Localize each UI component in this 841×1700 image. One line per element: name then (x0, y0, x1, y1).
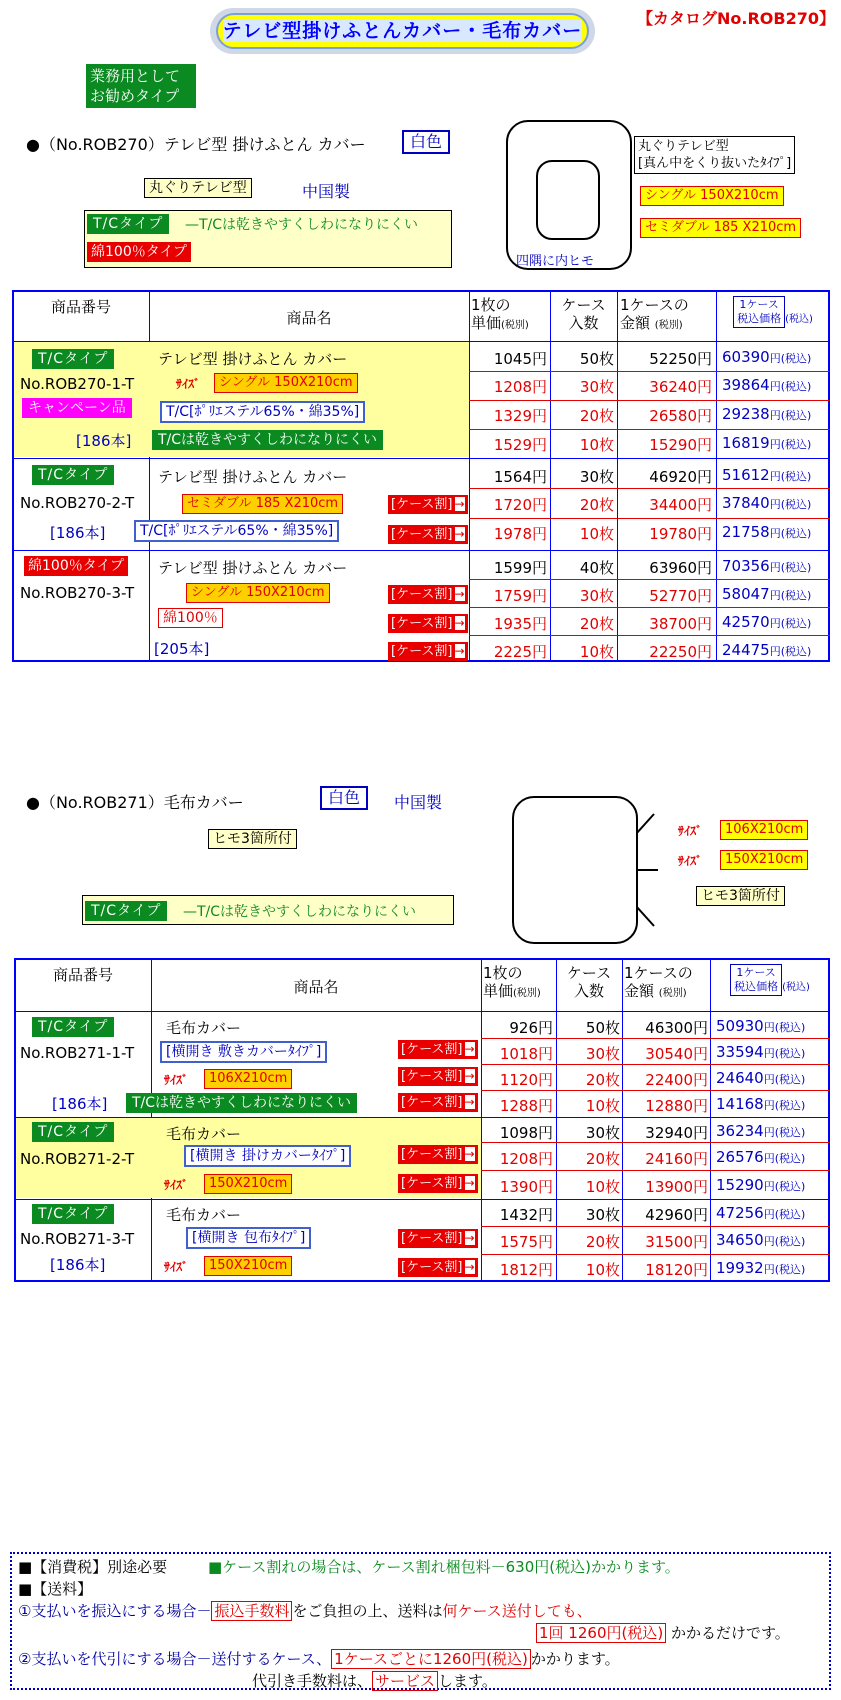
header-name: 商品名 (286, 309, 332, 327)
recommend-line1: 業務用として (90, 67, 181, 85)
t2g2-case-split-1: [ケース割] → (398, 1145, 478, 1164)
t2-header-incl-l2: 税込価格 (734, 980, 779, 993)
table2-g2-row1-unit: 1208円 (499, 1150, 553, 1168)
table1-g3-row0-incl (722, 557, 811, 575)
t2-header-name: 商品名 (293, 978, 339, 996)
s2-size-label-a: ｻｲｽﾞ (678, 824, 703, 838)
table2-g2-row1-total: 24160円 (645, 1150, 708, 1168)
table1-g1-row0-qty: 50枚 (579, 350, 614, 368)
footer-line3 (18, 1648, 620, 1670)
table2-g1-row0-incl (716, 1017, 805, 1035)
table1-g1-row1-unit: 1208円 (493, 378, 547, 396)
footer-line1 (18, 1600, 592, 1622)
t2g1-size-label: ｻｲｽﾞ (164, 1073, 189, 1087)
section2-heading: ●（No.ROB271）毛布カバー (26, 793, 244, 812)
tc-type-tag: T/Cタイプ (87, 214, 169, 234)
table1-g1-row1-qty: 30枚 (579, 378, 614, 396)
table2-g1-row1-incl-unit: 円(税込) (763, 1047, 806, 1060)
section1-round-label: 丸ぐりテレビ型 (144, 178, 252, 198)
table1-g1-row0-incl (722, 348, 811, 366)
table2-g3-row0-incl (716, 1204, 805, 1222)
table1-g1-row1-total: 36240円 (649, 378, 712, 396)
footer-tax-required: ■【消費税】別途必要 (18, 1558, 168, 1576)
blanket-ties-lines (636, 808, 666, 932)
table1-g1-row2-total: 26580円 (649, 407, 712, 425)
t1g3-case-split-1: [ケース割] → (388, 585, 468, 604)
t2-header-case-total-l2: 金額 (624, 982, 655, 1000)
page-title (216, 13, 589, 49)
table1-g3-row3-total: 22250円 (649, 643, 712, 661)
size-single-tag: シングル 150X210cm (640, 186, 784, 206)
header-case-total-l1: 1ケースの (620, 296, 689, 314)
table2-g1-row3-unit: 1288円 (499, 1097, 553, 1115)
header-incl-l1: 1ケース (739, 298, 779, 311)
footer-l1-c: 何ケース送付しても、 (442, 1602, 592, 1620)
t2-header-case-qty-l2: 入数 (573, 982, 604, 1000)
table1-g1-row2-incl (722, 405, 811, 423)
table2-g3-row0-incl-value: 47256 (716, 1204, 764, 1222)
table1-g3-row2-incl (722, 613, 811, 631)
table2-g1-row2-incl-unit: 円(税込) (763, 1073, 806, 1086)
catalog-number: 【カタログNo.ROB270】 (637, 9, 835, 28)
section1-type-notes (84, 210, 452, 268)
section2-origin: 中国製 (394, 793, 443, 812)
title-part-covers: 掛けふとんカバー・毛布カバー (302, 20, 583, 42)
table2-g1-row2-incl (716, 1069, 805, 1087)
header-case-total-l2: 金額 (620, 314, 651, 332)
table1-g2-row2-total: 19780円 (649, 525, 712, 543)
table2-g1-row3-incl (716, 1095, 805, 1113)
section2-color-badge: 白色 (320, 786, 368, 810)
table1-g2-row0-incl-value: 51612 (722, 466, 770, 484)
section2-ties-label: ヒモ3箇所付 (208, 829, 297, 849)
s2-tc-note: —T/Cは乾きやすくしわになりにくい (183, 904, 417, 920)
t1g2-size-tag: セミダブル 185 X210cm (182, 494, 343, 514)
t2g2-type-tag: T/Cタイプ (32, 1122, 114, 1142)
t1g1-note: T/Cは乾きやすくしわになりにくい (152, 430, 383, 450)
table1-g3-row0-qty: 40枚 (579, 559, 614, 577)
t1g2-case-split-2: [ケース割] → (388, 525, 468, 544)
s2-size-a-tag: 106X210cm (720, 820, 808, 840)
table2-g2-row2-incl-unit: 円(税込) (763, 1180, 806, 1193)
table2-g2-row0-incl (716, 1122, 805, 1140)
table2-g1-row3-incl-value: 14168 (716, 1095, 764, 1113)
footer-l4-a: 代引き手数料は、 (252, 1672, 373, 1690)
table1-g1-row0-total: 52250円 (649, 350, 712, 368)
table2-g3-row2-total: 18120円 (645, 1261, 708, 1279)
table2-g2-row2-qty: 10枚 (585, 1178, 620, 1196)
t2g1-name: 毛布カバー (166, 1019, 242, 1037)
t2g3-size-label: ｻｲｽﾞ (164, 1260, 189, 1274)
table1-g3-row3-incl-value: 24475 (722, 641, 770, 659)
table2-g2-row2-incl-value: 15290 (716, 1176, 764, 1194)
table1-g1-row3-incl (722, 434, 811, 452)
t1g3-size-tag: シングル 150X210cm (186, 583, 330, 603)
tc-note: —T/Cは乾きやすくしわになりにくい (185, 217, 419, 233)
table1-g1-row1-incl-value: 39864 (722, 376, 770, 394)
table1-g1-row0-incl-value: 60390 (722, 348, 770, 366)
table1-g3-row3-qty: 10枚 (579, 643, 614, 661)
table1-g2-row1-incl-value: 37840 (722, 494, 770, 512)
t2-header-incl-tax: (税込) (782, 982, 810, 993)
t2-header-incl-box (730, 964, 782, 996)
footer-line4 (252, 1670, 497, 1692)
t2g3-case-split-2: [ケース割] → (398, 1258, 478, 1277)
t1g1-material-tag: T/C[ﾎﾟﾘｴステル65%・綿35%] (160, 401, 365, 423)
footer-l2-box: 1回 1260円(税込) (536, 1623, 666, 1643)
table1-g3-row3-incl (722, 641, 811, 659)
table2-g2-row0-unit: 1098円 (499, 1124, 553, 1142)
t2g3-style-tag: [横開き 包布ﾀｲﾌﾟ] (186, 1227, 311, 1249)
s2-size-label-b: ｻｲｽﾞ (678, 854, 703, 868)
s2-ties-diagram-label: ヒモ3箇所付 (696, 886, 785, 906)
table2-g2-row0-total: 32940円 (645, 1124, 708, 1142)
tc-note-text: T/Cは乾きやすくしわになりにくい (199, 217, 419, 233)
table1-g2-row1-incl (722, 494, 811, 512)
t2g1-case-split-2: [ケース割] → (398, 1067, 478, 1086)
t1g3-type-tag: 綿100％タイプ (24, 556, 128, 576)
table1-g2-row2-incl (722, 523, 811, 541)
t2g2-code: No.ROB271-2-T (20, 1150, 135, 1168)
t2-header-incl-l1: 1ケース (736, 966, 776, 979)
t2-header-unit-tax: (税別) (513, 988, 541, 999)
header-case-total-tax: (税別) (654, 320, 683, 331)
table1-g2-row0-unit: 1564円 (493, 468, 547, 486)
table2-g3-row0-incl-unit: 円(税込) (763, 1208, 806, 1221)
t1g3-count: [205本] (154, 640, 210, 658)
table2-g1-row2-total: 22400円 (645, 1071, 708, 1089)
recommend-badge (86, 64, 196, 108)
diagram-note-line1: 丸ぐりテレビ型 (638, 139, 729, 154)
t2-header-incl-price (712, 964, 828, 997)
table2-g1-row1-unit: 1018円 (499, 1045, 553, 1063)
t1g1-size-label: ｻｲｽﾞ (176, 377, 201, 391)
table2-g3-row1-qty: 20枚 (585, 1233, 620, 1251)
table2-g1-row0-qty: 50枚 (585, 1019, 620, 1037)
table1-g3-row1-unit: 1759円 (493, 587, 547, 605)
table2-g1-row0-incl-unit: 円(税込) (763, 1021, 806, 1034)
header-code: 商品番号 (50, 298, 111, 316)
t1g3-code: No.ROB270-3-T (20, 584, 135, 602)
footer-l4-b: します。 (438, 1672, 497, 1690)
s2-tc-note-text: T/Cは乾きやすくしわになりにくい (197, 904, 417, 920)
header-unit-price-l1: 1枚の (471, 296, 511, 314)
table2-g3-row1-unit: 1575円 (499, 1233, 553, 1251)
table1-g2-row0-qty: 30枚 (579, 468, 614, 486)
s2-tc-type-tag: T/Cタイプ (85, 901, 167, 921)
t2g3-count: [186本] (50, 1256, 106, 1274)
table1-g2-row1-total: 34400円 (649, 496, 712, 514)
table2-g3-row1-total: 31500円 (645, 1233, 708, 1251)
t1g1-count: [186本] (76, 432, 132, 450)
table2-g1-row2-unit: 1120円 (499, 1071, 553, 1089)
table1-g3-row1-incl (722, 585, 811, 603)
table2-g3-row2-qty: 10枚 (585, 1261, 620, 1279)
diagram-ties-label: 四隅に内ヒモ (516, 254, 595, 269)
recommend-line2: お勧めタイプ (90, 87, 180, 105)
t2g2-size-label: ｻｲｽﾞ (164, 1178, 189, 1192)
footer-case-split-fee: ■ケース割れの場合は、ケース割れ梱包料－630円(税込)かかります。 (207, 1558, 680, 1576)
table2-g1-row2-qty: 20枚 (585, 1071, 620, 1089)
header-case-qty-l2: 入数 (568, 314, 599, 332)
footer-l3-a: ②支払いを代引にする場合－送付するケース、 (18, 1650, 332, 1668)
t2-header-case-qty-l1: ケース (566, 964, 612, 982)
table2-g3-row2-incl-unit: 円(税込) (763, 1263, 806, 1276)
t2-header-case-qty (557, 964, 621, 1000)
footer-l2-b: かかるだけです。 (670, 1624, 790, 1642)
t2g2-case-split-2: [ケース割] → (398, 1174, 478, 1193)
table1-g3-row0-incl-unit: 円(税込) (769, 561, 812, 574)
section2-type-note (82, 895, 454, 925)
table2-g1-row2-incl-value: 24640 (716, 1069, 764, 1087)
table2-g3-row1-incl-unit: 円(税込) (763, 1235, 806, 1248)
cotton-type-tag: 綿100％タイプ (87, 242, 191, 262)
table2-g3-row2-unit: 1812円 (499, 1261, 553, 1279)
footer-l3-box: 1ケースごとに1260円(税込) (331, 1649, 531, 1669)
table1-g2-row1-qty: 20枚 (579, 496, 614, 514)
t2-header-case-total-l1: 1ケースの (624, 964, 693, 982)
section1-origin: 中国製 (302, 182, 351, 201)
t1g3-material-tag: 綿100％ (158, 608, 223, 628)
table2-g3-row0-unit: 1432円 (499, 1206, 553, 1224)
table2-g2-row1-incl (716, 1148, 805, 1166)
t2g1-type-tag: T/Cタイプ (32, 1017, 114, 1037)
table1-g3-row2-incl-unit: 円(税込) (769, 617, 812, 630)
table2-g1-row1-qty: 30枚 (585, 1045, 620, 1063)
s2-size-b-tag: 150X210cm (720, 850, 808, 870)
table1-g1-row0-incl-unit: 円(税込) (769, 352, 812, 365)
t2g1-size-tag: 106X210cm (204, 1069, 292, 1089)
table2-g2-row0-qty: 30枚 (585, 1124, 620, 1142)
table2-g1-row1-incl-value: 33594 (716, 1043, 764, 1061)
table1-g2-row2-unit: 1978円 (493, 525, 547, 543)
table2-g1-row3-total: 12880円 (645, 1097, 708, 1115)
table1-g1-row2-incl-unit: 円(税込) (769, 409, 812, 422)
table1-g1-row2-unit: 1329円 (493, 407, 547, 425)
table2-g2-row2-unit: 1390円 (499, 1178, 553, 1196)
t2-header-unit-price-l2: 単価 (483, 982, 514, 1000)
footer-l1-box: 振込手数料 (211, 1601, 292, 1621)
table1-g3-row2-qty: 20枚 (579, 615, 614, 633)
table2-g3-row1-incl (716, 1231, 805, 1249)
tv-cover-diagram (506, 120, 632, 270)
table1-g2-row2-incl-unit: 円(税込) (769, 527, 812, 540)
header-incl-price (718, 296, 828, 329)
table1-g3-row2-total: 38700円 (649, 615, 712, 633)
t2g1-note: T/Cは乾きやすくしわになりにくい (126, 1093, 357, 1113)
t2g3-code: No.ROB271-3-T (20, 1230, 135, 1248)
footer-l1-a: ①支払いを振込にする場合－ (18, 1602, 212, 1620)
t2-header-unit-price-l1: 1枚の (483, 964, 523, 982)
t1g1-name: テレビ型 掛けふとん カバー (158, 350, 348, 368)
t2g1-case-split-3: [ケース割] → (398, 1093, 478, 1112)
table1-g1-row3-incl-unit: 円(税込) (769, 438, 812, 451)
table2-g1-row0-incl-value: 50930 (716, 1017, 764, 1035)
header-incl-tax: (税込) (785, 314, 813, 325)
size-semidouble-tag: セミダブル 185 X210cm (640, 218, 801, 238)
header-case-qty-l1: ケース (561, 296, 606, 314)
table1-g2-row0-incl-unit: 円(税込) (769, 470, 812, 483)
t2g1-style-tag: [横開き 敷きカバーﾀｲﾌﾟ] (160, 1041, 327, 1063)
t2g2-style-tag: [横開き 掛けカバーﾀｲﾌﾟ] (184, 1145, 351, 1167)
table1-g3-row0-incl-value: 70356 (722, 557, 770, 575)
diagram-note-line2: [真ん中をくり抜いたﾀｲﾌﾟ] (638, 156, 792, 171)
header-unit-price (471, 296, 549, 335)
table1-g2-row0-incl (722, 466, 811, 484)
table1-g1-row3-qty: 10枚 (579, 436, 614, 454)
t1g2-type-tag: T/Cタイプ (32, 465, 114, 485)
tv-cover-cutout (536, 160, 600, 240)
t2g2-size-tag: 150X210cm (204, 1174, 292, 1194)
t2-header-unit-price (483, 964, 555, 1003)
table1-g2-row1-incl-unit: 円(税込) (769, 498, 812, 511)
table1-g1-row3-total: 15290円 (649, 436, 712, 454)
table1-g1-row3-incl-value: 16819 (722, 434, 770, 452)
table1-g3-row3-unit: 2225円 (493, 643, 547, 661)
table1-g2-row0-total: 46920円 (649, 468, 712, 486)
table1-g3-row3-incl-unit: 円(税込) (769, 645, 812, 658)
table2-g2-row0-incl-value: 36234 (716, 1122, 764, 1140)
table1-g3-row1-total: 52770円 (649, 587, 712, 605)
table1-g1-row1-incl (722, 376, 811, 394)
t2g3-name: 毛布カバー (166, 1206, 242, 1224)
blanket-cover-diagram (512, 796, 638, 944)
table2-g1-row3-incl-unit: 円(税込) (763, 1099, 806, 1112)
table1-g3-row0-unit: 1599円 (493, 559, 547, 577)
t2g3-type-tag: T/Cタイプ (32, 1204, 114, 1224)
table2-g2-row1-incl-unit: 円(税込) (763, 1152, 806, 1165)
table2-g3-row1-incl-value: 34650 (716, 1231, 764, 1249)
t1g2-material-tag: T/C[ﾎﾟﾘｴステル65%・綿35%] (134, 520, 339, 542)
table1-g1-row2-incl-value: 29238 (722, 405, 770, 423)
t1g3-name: テレビ型 掛けふとん カバー (158, 559, 348, 577)
table2-g1-row3-qty: 10枚 (585, 1097, 620, 1115)
table1-g3-row2-incl-value: 42570 (722, 613, 770, 631)
table2-g1-row0-total: 46300円 (645, 1019, 708, 1037)
t1g3-case-split-3: [ケース割] → (388, 642, 468, 661)
t1g2-count: [186本] (50, 524, 106, 542)
footer-l4-box: サービス (372, 1671, 438, 1691)
t1g1-type-tag: T/Cタイプ (32, 349, 114, 369)
t1g1-campaign-tag: キャンペーン品 (22, 398, 132, 418)
table1-g1-row2-qty: 20枚 (579, 407, 614, 425)
table1-g2-row2-incl-value: 21758 (722, 523, 770, 541)
t1g1-size-tag: シングル 150X210cm (214, 373, 358, 393)
footer-shipping-heading: ■【送料】 (18, 1580, 93, 1598)
table2-g2-row2-incl (716, 1176, 805, 1194)
table2-g1-row1-incl (716, 1043, 805, 1061)
t2g1-case-split-1: [ケース割] → (398, 1040, 478, 1059)
t2g3-size-tag: 150X210cm (204, 1256, 292, 1276)
table2-g1-row0-unit: 926円 (509, 1019, 553, 1037)
table1-g3-row1-incl-unit: 円(税込) (769, 589, 812, 602)
table1-g3-row1-incl-value: 58047 (722, 585, 770, 603)
footer-l1-b: をご負担の上、送料は (292, 1602, 443, 1620)
footer-l3-b: かかります。 (530, 1650, 620, 1668)
t2-header-code: 商品番号 (52, 966, 113, 984)
footer-tax-line (18, 1556, 680, 1578)
t1g1-code: No.ROB270-1-T (20, 375, 135, 393)
table2-g2-row0-incl-unit: 円(税込) (763, 1126, 806, 1139)
header-incl-box (733, 296, 785, 328)
header-incl-l2: 税込価格 (737, 312, 782, 325)
t2-header-case-total-tax: (税別) (658, 988, 687, 999)
table1-g3-row1-qty: 30枚 (579, 587, 614, 605)
table1-g1-row3-unit: 1529円 (493, 436, 547, 454)
t2g1-code: No.ROB271-1-T (20, 1044, 135, 1062)
table2-g3-row0-qty: 30枚 (585, 1206, 620, 1224)
table2-g3-row2-incl (716, 1259, 805, 1277)
t1g2-case-split-1: [ケース割] → (388, 495, 468, 514)
t1g2-code: No.ROB270-2-T (20, 494, 135, 512)
section1-color-badge: 白色 (402, 130, 450, 154)
table2-g2-row2-total: 13900円 (645, 1178, 708, 1196)
section1-heading: ●（No.ROB270）テレビ型 掛けふとん カバー (26, 135, 366, 154)
table2-g2-row1-incl-value: 26576 (716, 1148, 764, 1166)
table1-g3-row2-unit: 1935円 (493, 615, 547, 633)
table1-g1-row0-unit: 1045円 (493, 350, 547, 368)
t2-header-case-total (624, 964, 710, 1003)
t1g3-case-split-2: [ケース割] → (388, 614, 468, 633)
header-case-total (620, 296, 716, 335)
table2-g3-row0-total: 42960円 (645, 1206, 708, 1224)
t1g2-name: テレビ型 掛けふとん カバー (158, 468, 348, 486)
header-case-qty (551, 296, 616, 332)
footer-notes (10, 1552, 831, 1690)
diagram-note (634, 136, 795, 174)
table1-g2-row2-qty: 10枚 (579, 525, 614, 543)
header-unit-price-l2: 単価 (471, 314, 502, 332)
table2-g1-row1-total: 30540円 (645, 1045, 708, 1063)
t2g3-case-split-1: [ケース割] → (398, 1229, 478, 1248)
header-unit-tax: (税別) (501, 320, 529, 331)
table1-g3-row0-total: 63960円 (649, 559, 712, 577)
title-part-tv: テレビ型 (222, 20, 303, 42)
t2g2-name: 毛布カバー (166, 1125, 242, 1143)
table1-g1-row1-incl-unit: 円(税込) (769, 380, 812, 393)
table1-g2-row1-unit: 1720円 (493, 496, 547, 514)
table2-g2-row1-qty: 20枚 (585, 1150, 620, 1168)
t2g1-count: [186本] (52, 1095, 108, 1113)
table2-g3-row2-incl-value: 19932 (716, 1259, 764, 1277)
footer-line2 (536, 1622, 790, 1644)
